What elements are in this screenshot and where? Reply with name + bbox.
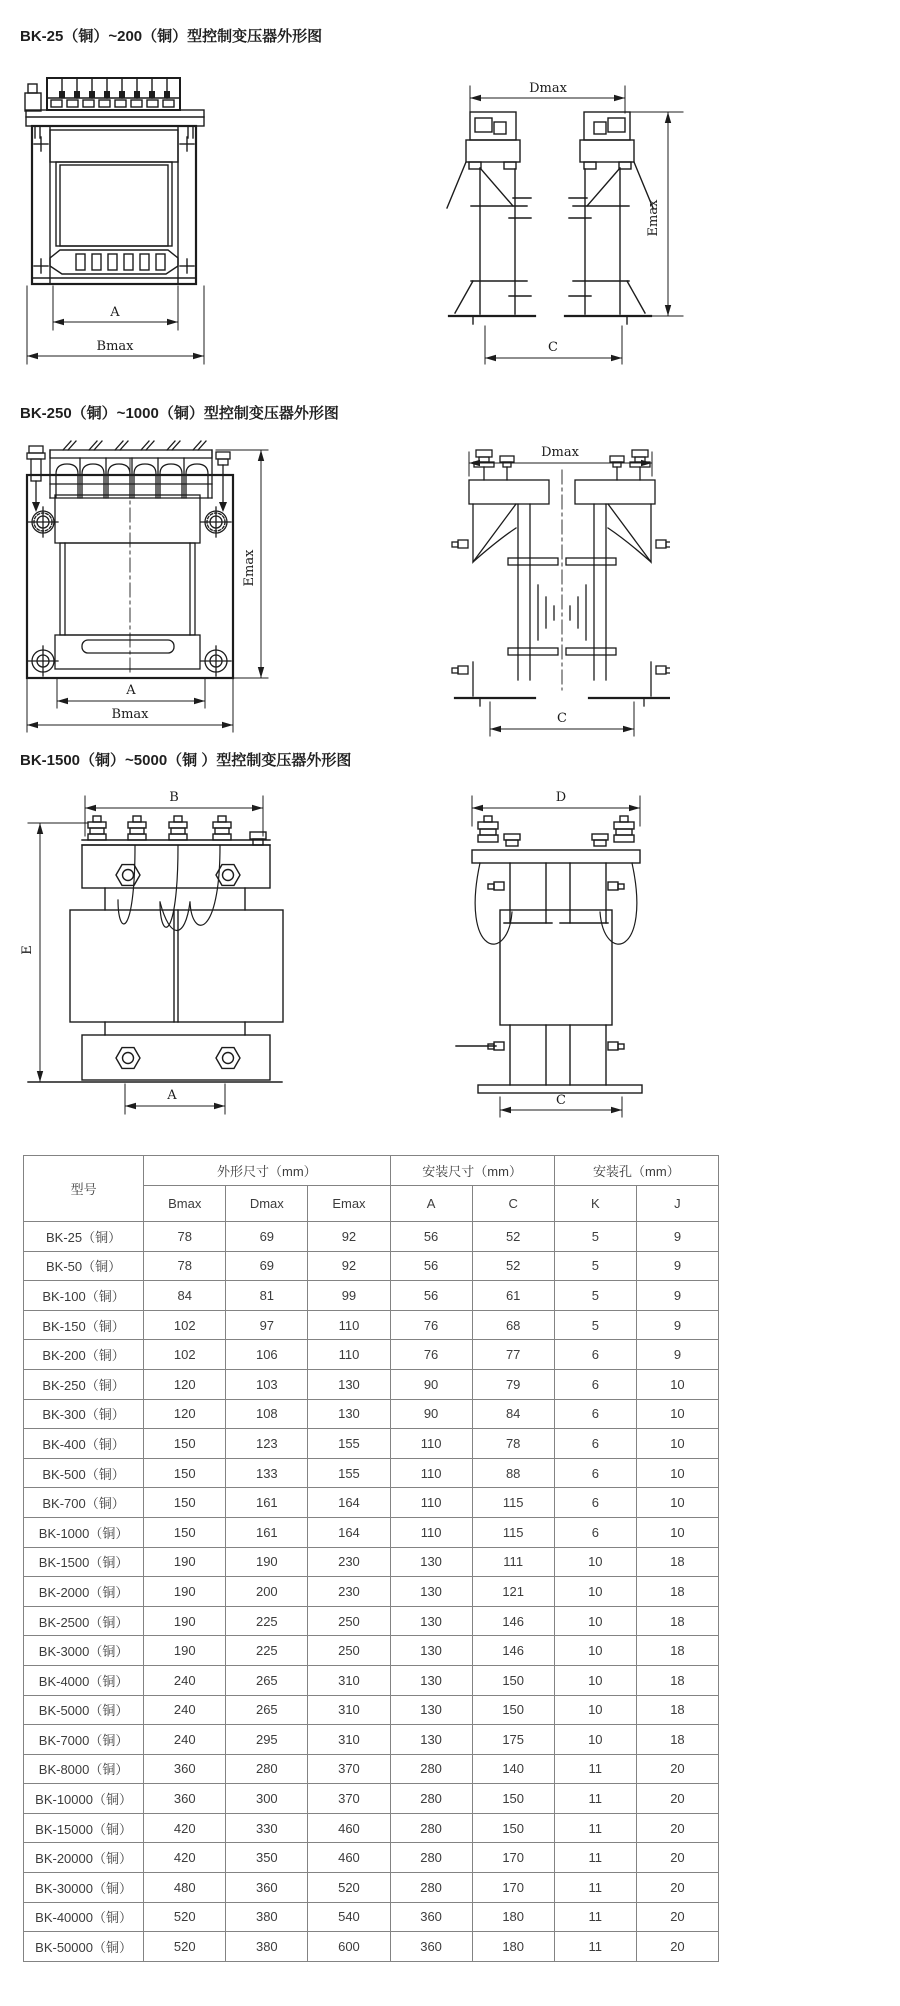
value-cell: 92 — [308, 1251, 390, 1281]
value-cell: 6 — [554, 1517, 636, 1547]
value-cell: 84 — [472, 1399, 554, 1429]
value-cell: 110 — [308, 1340, 390, 1370]
group-header-dims: 外形尺寸（mm） — [144, 1156, 390, 1186]
value-cell: 300 — [226, 1784, 308, 1814]
value-cell: 68 — [472, 1310, 554, 1340]
value-cell: 120 — [144, 1369, 226, 1399]
value-cell: 5 — [554, 1251, 636, 1281]
value-cell: 81 — [226, 1281, 308, 1311]
bk250-side-view-drawing — [370, 440, 670, 745]
dim-label-d: D — [555, 790, 567, 805]
dim-label-a: A — [126, 683, 136, 698]
value-cell: 78 — [472, 1429, 554, 1459]
value-cell: 20 — [636, 1902, 718, 1932]
value-cell: 106 — [226, 1340, 308, 1370]
value-cell: 280 — [390, 1813, 472, 1843]
value-cell: 18 — [636, 1606, 718, 1636]
value-cell: 121 — [472, 1577, 554, 1607]
dim-label-b: B — [169, 790, 179, 805]
table-row — [24, 1695, 719, 1725]
value-cell: 11 — [554, 1784, 636, 1814]
value-cell: 56 — [390, 1251, 472, 1281]
value-cell: 10 — [554, 1577, 636, 1607]
value-cell: 225 — [226, 1606, 308, 1636]
value-cell: 9 — [636, 1251, 718, 1281]
value-cell: 155 — [308, 1458, 390, 1488]
value-cell: 164 — [308, 1517, 390, 1547]
model-cell: BK-5000（铜） — [24, 1695, 144, 1725]
value-cell: 90 — [390, 1369, 472, 1399]
value-cell: 10 — [554, 1606, 636, 1636]
col-header-j: J — [636, 1186, 718, 1222]
value-cell: 79 — [472, 1369, 554, 1399]
model-cell: BK-700（铜） — [24, 1488, 144, 1518]
value-cell: 180 — [472, 1932, 554, 1962]
value-cell: 11 — [554, 1754, 636, 1784]
value-cell: 190 — [144, 1606, 226, 1636]
value-cell: 360 — [144, 1754, 226, 1784]
value-cell: 18 — [636, 1636, 718, 1666]
value-cell: 170 — [472, 1873, 554, 1903]
model-cell: BK-10000（铜） — [24, 1784, 144, 1814]
value-cell: 97 — [226, 1310, 308, 1340]
value-cell: 78 — [144, 1251, 226, 1281]
value-cell: 56 — [390, 1222, 472, 1252]
table-row — [24, 1784, 719, 1814]
value-cell: 92 — [308, 1222, 390, 1252]
table-row — [24, 1606, 719, 1636]
value-cell: 150 — [144, 1458, 226, 1488]
value-cell: 130 — [390, 1547, 472, 1577]
value-cell: 52 — [472, 1251, 554, 1281]
model-cell: BK-150（铜） — [24, 1310, 144, 1340]
table-row — [24, 1725, 719, 1755]
value-cell: 161 — [226, 1517, 308, 1547]
value-cell: 175 — [472, 1725, 554, 1755]
value-cell: 111 — [472, 1547, 554, 1577]
value-cell: 18 — [636, 1665, 718, 1695]
value-cell: 380 — [226, 1932, 308, 1962]
value-cell: 11 — [554, 1902, 636, 1932]
value-cell: 460 — [308, 1813, 390, 1843]
value-cell: 20 — [636, 1843, 718, 1873]
table-row — [24, 1754, 719, 1784]
dim-label-c: C — [556, 1093, 566, 1108]
value-cell: 76 — [390, 1340, 472, 1370]
value-cell: 190 — [226, 1547, 308, 1577]
model-cell: BK-1000（铜） — [24, 1517, 144, 1547]
value-cell: 265 — [226, 1695, 308, 1725]
value-cell: 20 — [636, 1784, 718, 1814]
value-cell: 88 — [472, 1458, 554, 1488]
value-cell: 280 — [390, 1754, 472, 1784]
col-header-k: K — [554, 1186, 636, 1222]
value-cell: 155 — [308, 1429, 390, 1459]
table-row — [24, 1902, 719, 1932]
col-header-bmax: Bmax — [144, 1186, 226, 1222]
table-row — [24, 1577, 719, 1607]
value-cell: 460 — [308, 1843, 390, 1873]
value-cell: 146 — [472, 1606, 554, 1636]
table-row — [24, 1813, 719, 1843]
dim-label-a: A — [167, 1088, 177, 1103]
value-cell: 150 — [144, 1517, 226, 1547]
group-header-mount: 安装尺寸（mm） — [390, 1156, 554, 1186]
value-cell: 133 — [226, 1458, 308, 1488]
value-cell: 190 — [144, 1547, 226, 1577]
model-cell: BK-400（铜） — [24, 1429, 144, 1459]
value-cell: 164 — [308, 1488, 390, 1518]
table-row — [24, 1369, 719, 1399]
col-header-model: 型号 — [24, 1156, 144, 1222]
value-cell: 76 — [390, 1310, 472, 1340]
model-cell: BK-30000（铜） — [24, 1873, 144, 1903]
value-cell: 9 — [636, 1310, 718, 1340]
value-cell: 520 — [144, 1932, 226, 1962]
value-cell: 170 — [472, 1843, 554, 1873]
value-cell: 9 — [636, 1340, 718, 1370]
model-cell: BK-300（铜） — [24, 1399, 144, 1429]
bk1500-side-view-drawing — [360, 790, 660, 1125]
value-cell: 420 — [144, 1843, 226, 1873]
dim-label-emax: Emax — [242, 549, 257, 587]
value-cell: 150 — [472, 1813, 554, 1843]
value-cell: 61 — [472, 1281, 554, 1311]
value-cell: 110 — [390, 1458, 472, 1488]
value-cell: 140 — [472, 1754, 554, 1784]
value-cell: 84 — [144, 1281, 226, 1311]
value-cell: 540 — [308, 1902, 390, 1932]
section-heading-bk250: BK-250（铜）~1000（铜）型控制变压器外形图 — [20, 405, 339, 422]
col-header-a: A — [390, 1186, 472, 1222]
value-cell: 6 — [554, 1340, 636, 1370]
section-heading-bk1500: BK-1500（铜）~5000（铜 ）型控制变压器外形图 — [20, 752, 352, 769]
model-cell: BK-25（铜） — [24, 1222, 144, 1252]
model-cell: BK-250（铜） — [24, 1369, 144, 1399]
col-header-dmax: Dmax — [226, 1186, 308, 1222]
value-cell: 130 — [390, 1577, 472, 1607]
table-row — [24, 1340, 719, 1370]
dim-label-a: A — [110, 305, 120, 320]
value-cell: 370 — [308, 1754, 390, 1784]
value-cell: 10 — [636, 1517, 718, 1547]
value-cell: 10 — [636, 1399, 718, 1429]
value-cell: 150 — [472, 1665, 554, 1695]
value-cell: 350 — [226, 1843, 308, 1873]
bk250-front-view-drawing — [20, 440, 270, 745]
value-cell: 69 — [226, 1251, 308, 1281]
value-cell: 10 — [554, 1636, 636, 1666]
value-cell: 69 — [226, 1222, 308, 1252]
value-cell: 10 — [554, 1725, 636, 1755]
model-cell: BK-100（铜） — [24, 1281, 144, 1311]
value-cell: 180 — [472, 1902, 554, 1932]
value-cell: 146 — [472, 1636, 554, 1666]
value-cell: 130 — [390, 1695, 472, 1725]
value-cell: 20 — [636, 1754, 718, 1784]
value-cell: 280 — [390, 1873, 472, 1903]
model-cell: BK-8000（铜） — [24, 1754, 144, 1784]
value-cell: 6 — [554, 1369, 636, 1399]
value-cell: 103 — [226, 1369, 308, 1399]
value-cell: 250 — [308, 1606, 390, 1636]
table-row — [24, 1517, 719, 1547]
value-cell: 150 — [144, 1488, 226, 1518]
value-cell: 123 — [226, 1429, 308, 1459]
value-cell: 110 — [390, 1517, 472, 1547]
value-cell: 130 — [308, 1399, 390, 1429]
value-cell: 380 — [226, 1902, 308, 1932]
value-cell: 130 — [308, 1369, 390, 1399]
value-cell: 110 — [390, 1429, 472, 1459]
dim-label-dmax: Dmax — [541, 445, 579, 460]
value-cell: 102 — [144, 1340, 226, 1370]
model-cell: BK-1500（铜） — [24, 1547, 144, 1577]
table-row — [24, 1429, 719, 1459]
value-cell: 520 — [144, 1902, 226, 1932]
model-cell: BK-7000（铜） — [24, 1725, 144, 1755]
table-row — [24, 1399, 719, 1429]
table-row — [24, 1547, 719, 1577]
model-cell: BK-50000（铜） — [24, 1932, 144, 1962]
value-cell: 10 — [554, 1665, 636, 1695]
value-cell: 240 — [144, 1725, 226, 1755]
value-cell: 520 — [308, 1873, 390, 1903]
table-row — [24, 1636, 719, 1666]
value-cell: 310 — [308, 1695, 390, 1725]
value-cell: 150 — [144, 1429, 226, 1459]
value-cell: 295 — [226, 1725, 308, 1755]
value-cell: 280 — [390, 1784, 472, 1814]
value-cell: 52 — [472, 1222, 554, 1252]
value-cell: 10 — [636, 1429, 718, 1459]
value-cell: 150 — [472, 1784, 554, 1814]
value-cell: 115 — [472, 1488, 554, 1518]
value-cell: 5 — [554, 1281, 636, 1311]
value-cell: 225 — [226, 1636, 308, 1666]
group-header-holes: 安装孔（mm） — [554, 1156, 718, 1186]
value-cell: 280 — [390, 1843, 472, 1873]
value-cell: 190 — [144, 1577, 226, 1607]
value-cell: 10 — [554, 1695, 636, 1725]
value-cell: 6 — [554, 1458, 636, 1488]
value-cell: 265 — [226, 1665, 308, 1695]
value-cell: 360 — [390, 1902, 472, 1932]
value-cell: 280 — [226, 1754, 308, 1784]
model-cell: BK-50（铜） — [24, 1251, 144, 1281]
value-cell: 10 — [636, 1488, 718, 1518]
value-cell: 11 — [554, 1932, 636, 1962]
value-cell: 77 — [472, 1340, 554, 1370]
value-cell: 18 — [636, 1547, 718, 1577]
dim-label-e: E — [20, 945, 35, 955]
value-cell: 161 — [226, 1488, 308, 1518]
value-cell: 6 — [554, 1399, 636, 1429]
value-cell: 10 — [636, 1369, 718, 1399]
value-cell: 370 — [308, 1784, 390, 1814]
dim-label-c: C — [557, 711, 567, 726]
value-cell: 110 — [390, 1488, 472, 1518]
value-cell: 130 — [390, 1636, 472, 1666]
value-cell: 600 — [308, 1932, 390, 1962]
value-cell: 120 — [144, 1399, 226, 1429]
bk1500-front-view-drawing — [20, 790, 300, 1125]
value-cell: 20 — [636, 1932, 718, 1962]
table-row — [24, 1488, 719, 1518]
value-cell: 150 — [472, 1695, 554, 1725]
value-cell: 130 — [390, 1725, 472, 1755]
value-cell: 115 — [472, 1517, 554, 1547]
value-cell: 9 — [636, 1222, 718, 1252]
value-cell: 250 — [308, 1636, 390, 1666]
table-row — [24, 1932, 719, 1962]
value-cell: 99 — [308, 1281, 390, 1311]
value-cell: 102 — [144, 1310, 226, 1340]
model-cell: BK-15000（铜） — [24, 1813, 144, 1843]
value-cell: 6 — [554, 1429, 636, 1459]
value-cell: 10 — [636, 1458, 718, 1488]
value-cell: 310 — [308, 1725, 390, 1755]
spec-table — [23, 1155, 719, 1962]
value-cell: 5 — [554, 1310, 636, 1340]
value-cell: 20 — [636, 1813, 718, 1843]
model-cell: BK-200（铜） — [24, 1340, 144, 1370]
model-cell: BK-3000（铜） — [24, 1636, 144, 1666]
value-cell: 78 — [144, 1222, 226, 1252]
value-cell: 56 — [390, 1281, 472, 1311]
value-cell: 330 — [226, 1813, 308, 1843]
value-cell: 360 — [144, 1784, 226, 1814]
value-cell: 5 — [554, 1222, 636, 1252]
model-cell: BK-20000（铜） — [24, 1843, 144, 1873]
dim-label-emax: Emax — [646, 199, 661, 237]
model-cell: BK-2500（铜） — [24, 1606, 144, 1636]
table-row — [24, 1251, 719, 1281]
value-cell: 20 — [636, 1873, 718, 1903]
table-row — [24, 1458, 719, 1488]
table-row — [24, 1222, 719, 1252]
table-row — [24, 1310, 719, 1340]
value-cell: 240 — [144, 1695, 226, 1725]
value-cell: 11 — [554, 1843, 636, 1873]
bk25-side-view-drawing — [385, 68, 685, 373]
value-cell: 110 — [308, 1310, 390, 1340]
value-cell: 240 — [144, 1665, 226, 1695]
table-row — [24, 1873, 719, 1903]
value-cell: 6 — [554, 1488, 636, 1518]
value-cell: 230 — [308, 1547, 390, 1577]
model-cell: BK-40000（铜） — [24, 1902, 144, 1932]
table-row — [24, 1281, 719, 1311]
value-cell: 130 — [390, 1665, 472, 1695]
value-cell: 310 — [308, 1665, 390, 1695]
value-cell: 11 — [554, 1873, 636, 1903]
value-cell: 480 — [144, 1873, 226, 1903]
col-header-emax: Emax — [308, 1186, 390, 1222]
table-row — [24, 1665, 719, 1695]
bk25-front-view-drawing — [20, 68, 220, 373]
value-cell: 18 — [636, 1577, 718, 1607]
dim-label-c: C — [548, 340, 558, 355]
value-cell: 11 — [554, 1813, 636, 1843]
value-cell: 190 — [144, 1636, 226, 1666]
value-cell: 10 — [554, 1547, 636, 1577]
value-cell: 360 — [390, 1932, 472, 1962]
value-cell: 18 — [636, 1725, 718, 1755]
dim-label-bmax: Bmax — [96, 339, 134, 354]
section-heading-bk25: BK-25（铜）~200（铜）型控制变压器外形图 — [20, 28, 323, 45]
table-row — [24, 1843, 719, 1873]
value-cell: 90 — [390, 1399, 472, 1429]
value-cell: 360 — [226, 1873, 308, 1903]
value-cell: 420 — [144, 1813, 226, 1843]
model-cell: BK-4000（铜） — [24, 1665, 144, 1695]
value-cell: 230 — [308, 1577, 390, 1607]
model-cell: BK-2000（铜） — [24, 1577, 144, 1607]
value-cell: 18 — [636, 1695, 718, 1725]
value-cell: 108 — [226, 1399, 308, 1429]
col-header-c: C — [472, 1186, 554, 1222]
value-cell: 9 — [636, 1281, 718, 1311]
dim-label-bmax: Bmax — [111, 707, 149, 722]
value-cell: 200 — [226, 1577, 308, 1607]
model-cell: BK-500（铜） — [24, 1458, 144, 1488]
value-cell: 130 — [390, 1606, 472, 1636]
dim-label-dmax: Dmax — [529, 81, 567, 96]
spec-table-body — [24, 1222, 719, 1962]
